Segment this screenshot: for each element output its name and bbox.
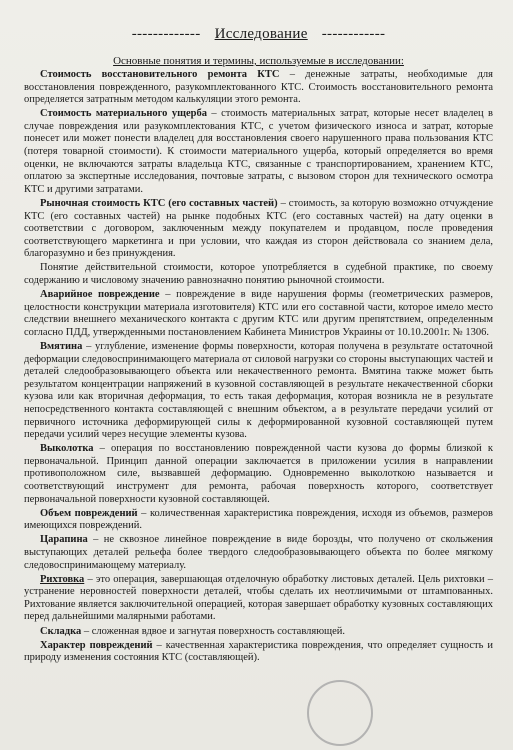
definition-damage-nature bbox=[24, 640, 493, 665]
definition-text: – не сквозное линейное повреждение в виде борозды, что получено от скольжения выступающих деталей рельефа более твердого следообразовывающего объекта по более мягкому следовоспринимающему материалу. bbox=[24, 534, 493, 571]
definition-text: – денежные затраты, необходимые для восстановления поврежденного, разукомплектованного КТС. Стоимость восстановительного ремонта определяется затратным методом калькуляции этого ремонта. bbox=[24, 69, 493, 106]
definition-damage-volume bbox=[24, 508, 493, 533]
section-subtitle: Основные понятия и термины, используемые в исследовании: bbox=[113, 55, 404, 67]
definition-term: Царапина bbox=[40, 534, 88, 546]
seal-stamp bbox=[307, 680, 373, 746]
definition-cost-of-repair bbox=[24, 69, 493, 107]
definition-straightening bbox=[24, 574, 493, 624]
title-dash-left: ------------- bbox=[131, 26, 201, 42]
definition-term: Стоимость материального ущерба bbox=[40, 108, 207, 120]
definition-fold bbox=[24, 626, 493, 639]
definition-term: Вмятина bbox=[40, 340, 83, 352]
definition-text: Понятие действительной стоимости, которое употребляется в судебной практике, по своему содержанию и числовому значению равнозначно понятию рыночной стоимости. bbox=[24, 262, 493, 286]
definitions-list bbox=[24, 69, 493, 665]
definition-text: – повреждение в виде нарушения формы (геометрических размеров, целостности конструкции материала изготовителя) КТС или его составной части, которое имело место следствии внешнего механического контакта с другим КТС или другим препятствием, определенным согласно ПДД, утвержденными постановлением Кабинета Министров Украины от 10.10.2001г. № 1306. bbox=[24, 289, 493, 338]
title-dash-right: ------------ bbox=[321, 26, 386, 42]
definition-term: Выколотка bbox=[40, 443, 94, 455]
definition-term: Рыночная стоимость КТС (его составных частей) bbox=[40, 197, 278, 209]
definition-text: – углубление, изменение формы поверхности, которая получена в результате остаточной деформации следовоспринимающего материала от силовой нагрузки со стороны выступающих частей и деталей следообразовывающего объекта или некачественного ремонта. Вмятина также может быть результатом концентрации напряжений в кузовной составляющей в результате некачественной сборки кузова или как вторичная деформация, то есть такая деформация, которая возникла не в результате непосредственного контакта составляющей с внешним объектом, а в результате передачи усилий от первичного источника деформирующей силы к деформированной кузовной составляющей путем передачи усилий через несущие элементы кузова. bbox=[24, 340, 493, 441]
definition-text: – операция по восстановлению поврежденной части кузова до формы близкой к первоначальной. Принцип данной операции заключается в приложении усилия в направлении противоположном силе, вызвавшей деформацию. Одновременно выколоткою называется и соответствующий инструмент для ремонта, рабочая поверхность которого, соответствует первоначальной поверхности кузовной составляющей. bbox=[24, 443, 493, 505]
definition-text: – количественная характеристика повреждения, исходя из объемов, размеров имеющихся повреждений. bbox=[24, 507, 493, 532]
document-title bbox=[24, 26, 493, 43]
title-text: Исследование bbox=[214, 26, 308, 42]
definition-text: – сложенная вдвое и загнутая поверхность составляющей. bbox=[81, 625, 346, 637]
definition-term: Характер повреждений bbox=[40, 639, 153, 651]
definition-material-damage bbox=[24, 108, 493, 196]
definition-accident-damage bbox=[24, 289, 493, 339]
definition-scratch bbox=[24, 534, 493, 572]
definition-market-value bbox=[24, 198, 493, 261]
definition-text: – стоимость, за которую возможно отчуждение КТС (его составных частей) на рынке подобных КТС (его составных частей) на дату оценки в соответствии с договором, заключенным между покупателем и продавцом, после проведения соответствующего маркетинга и при условии, что каждая из сторон действовала со знанием дела, благоразумно и без принуждения. bbox=[24, 197, 493, 260]
definition-text: – стоимость материальных затрат, которые несет владелец в случае повреждения или разукомплектования КТС, с учетом физического износа и затрат, которые понесет или может понести владелец для восстановления своего нарушенного права пользования КТС (потеря товарной стоимости). К стоимости материального ущерба, который определяется во время оценки, не включаются затраты владельца КТС, связанные с транспортированием, хранением КТС, оплатою за экспертные исследования, почтовые затраты, с вызовом сторон для технического осмотра КТС и другими затратами. bbox=[24, 108, 493, 195]
definition-knockout bbox=[24, 443, 493, 506]
definition-term: Стоимость восстановительного ремонта КТС bbox=[40, 69, 280, 80]
definition-text: – это операция, завершающая отделочную обработку листовых деталей. Цель рихтовки – устранение неровностей поверхности деталей, чтобы сделать их неотличимыми от штампованных. Рихтование является заключительной операцией, которая завершает обработку кузовных составляющих перед дальнейшими малярными работами. bbox=[24, 573, 493, 623]
definition-term: Рихтовка bbox=[40, 573, 85, 585]
definition-dent bbox=[24, 341, 493, 442]
definition-text: – качественная характеристика повреждения, что определяет сущность и природу изменения состояния КТС (составляющей). bbox=[24, 639, 493, 664]
definition-actual-value-note bbox=[24, 262, 493, 287]
definition-term: Объем повреждений bbox=[40, 507, 138, 519]
definition-term: Аварийное повреждение bbox=[40, 289, 160, 301]
definition-term: Складка bbox=[40, 625, 82, 637]
